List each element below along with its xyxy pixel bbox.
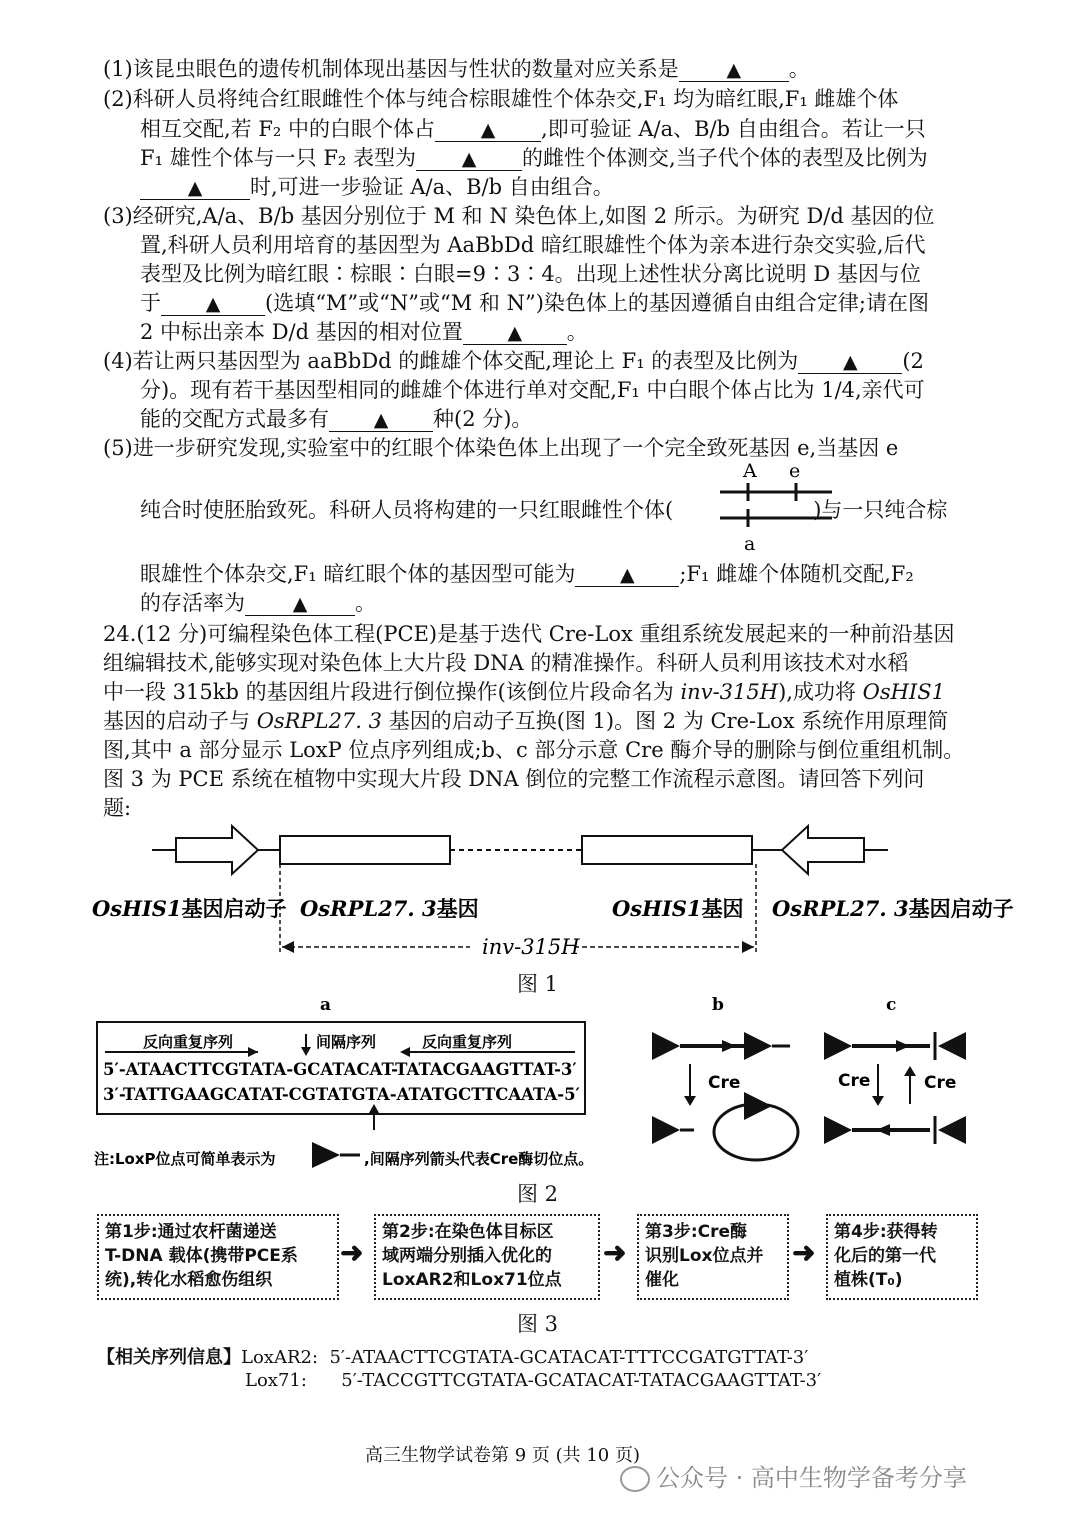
step-line: 第4步:获得转 [834, 1222, 938, 1242]
fig3-caption: 图 3 [517, 1312, 559, 1336]
q23-p3-line1: (3)经研究,A/a、B/b 基因分别位于 M 和 N 染色体上,如图 2 所示。为研究 D/d 基因的位 [103, 204, 935, 228]
b-cre-label: Cre [708, 1073, 741, 1093]
fig1-gene-box-left [280, 836, 450, 864]
b-lox-right-top [744, 1032, 772, 1060]
step-line: 第3步:Cre酶 [645, 1222, 748, 1242]
fig1-label-gene-left: OsRPL27. 3基因 [300, 896, 479, 921]
step-line: 催化 [645, 1270, 679, 1290]
answer-blank[interactable]: ▲ [140, 176, 250, 200]
q24-line1: 24.(12 分)可编程染色体工程(PCE)是基于迭代 Cre-Lox 重组系统发展起来的一种前沿基因 [103, 622, 955, 646]
q23-p3-line5: 2 中标出亲本 D/d 基因的相对位置 ▲ 。 [140, 320, 588, 344]
c-lox-right-bottom [938, 1116, 966, 1144]
c-strand-bottom-arrowhead [876, 1124, 890, 1136]
c-lox-right-top [938, 1032, 966, 1060]
fig2-panel-c [824, 1032, 966, 1144]
fig2-spacer-label: 间隔序列 [316, 1033, 377, 1051]
gene-e-label: e [789, 460, 801, 482]
fig3-arrow-3: ➜ [792, 1236, 816, 1269]
answer-blank[interactable]: ▲ [245, 592, 355, 616]
q23-p1: (1)该昆虫眼色的遗传机制体现出基因与性状的数量对应关系是 ▲ 。 [103, 57, 810, 81]
fig3-arrow-1: ➜ [340, 1236, 364, 1269]
page-footer: 高三生物学试卷第 9 页 (共 10 页) [365, 1445, 641, 1466]
answer-blank[interactable]: ▲ [463, 321, 567, 345]
fig1-label-promoter-left: OsHIS1基因启动子 [92, 896, 287, 921]
answer-blank[interactable]: ▲ [798, 350, 902, 374]
q23-p2-line2: 相互交配,若 F₂ 中的白眼个体占 ▲ ,即可验证 A/a、B/b 自由组合。若让一只 [140, 117, 926, 141]
fig1-span-arrowhead-left [282, 941, 294, 953]
fig1-promoter-right-arrow [782, 826, 864, 874]
q23-p3-line4: 于 ▲ (选填“M”或“N”或“M 和 N”)染色体上的基因遵循自由组合定律;请在图 [140, 291, 929, 315]
gene-A-label: A [743, 460, 757, 482]
q24-line7: 题: [103, 796, 132, 820]
fig1-caption: 图 1 [517, 972, 559, 996]
q24-line4: 基因的启动子与 OsRPL27. 3 基因的启动子互换(图 1)。图 2 为 Cre-Lox 系统作用原理简 [103, 709, 949, 733]
answer-blank[interactable]: ▲ [679, 58, 789, 82]
step-line: 植株(T₀) [834, 1270, 903, 1290]
fig3-step-3 [637, 1214, 789, 1300]
figure-2 [0, 992, 1080, 1182]
fig3-step-1 [97, 1214, 339, 1300]
q24-line6: 图 3 为 PCE 系统在植物中实现大片段 DNA 倒位的完整工作流程示意图。请回答下列问 [103, 767, 925, 791]
fig1-label-promoter-right: OsRPL27. 3基因启动子 [772, 896, 1014, 921]
c-cre-label-left: Cre [838, 1071, 871, 1091]
b-strand-arrowhead [722, 1040, 736, 1052]
q23-p5-line1: (5)进一步研究发现,实验室中的红眼个体染色体上出现了一个完全致死基因 e,当基因 e [103, 436, 899, 460]
step-line: 域两端分别插入优化的 [382, 1246, 552, 1266]
c-cre-down-head [872, 1096, 884, 1106]
fig2-note-a: 注:LoxP位点可简单表示为 [94, 1150, 276, 1168]
b-cre-arrowhead [684, 1096, 696, 1106]
c-strand-top-arrowhead [896, 1040, 910, 1052]
fig3-step-2 [374, 1214, 600, 1300]
fig1-promoter-left-arrow [176, 826, 258, 874]
b-lox-remaining [652, 1116, 680, 1144]
fig1-span-label: inv-315H [482, 935, 580, 959]
fig2-rev-right-label: 反向重复序列 [422, 1033, 513, 1051]
fig2-label-b: b [712, 995, 724, 1015]
loxp-symbol [312, 1142, 360, 1168]
fig1-gene-box-right [582, 836, 752, 864]
q23-p2-line4: ▲ 时,可进一步验证 A/a、B/b 自由组合。 [140, 173, 614, 201]
q23-p2-line1: (2)科研人员将纯合红眼雌性个体与纯合棕眼雄性个体杂交,F₁ 均为暗红眼,F₁ 雌雄个体 [103, 87, 899, 111]
b-circle-lox [744, 1092, 772, 1120]
q24-line3: 中一段 315kb 的基因组片段进行倒位操作(该倒位片段命名为 inv-315H),成功将 OsHIS1 [103, 680, 945, 704]
fig2-note-b: ,间隔序列箭头代表Cre酶切位点。 [364, 1150, 594, 1168]
fig2-panel-b [652, 1032, 798, 1160]
b-lox-left-top [652, 1032, 680, 1060]
fig2-label-a: a [320, 995, 332, 1015]
answer-blank[interactable]: ▲ [416, 147, 522, 171]
step-line: 第2步:在染色体目标区 [382, 1222, 554, 1242]
answer-blank[interactable]: ▲ [329, 408, 433, 432]
fig1-label-gene-right: OsHIS1基因 [612, 896, 744, 921]
step-line: T-DNA 载体(携带PCE系 [105, 1246, 298, 1266]
loxp-symbol-triangle [312, 1142, 340, 1168]
fig2-seq-bottom: 3′-TATTGAAGCATAT-CGTATGTA-ATATGCTTCAATA-5′ [103, 1085, 580, 1104]
q24-line5: 图,其中 a 部分显示 LoxP 位点序列组成;b、c 部分示意 Cre 酶介导的删除与倒位重组机制。 [103, 738, 965, 762]
step-line: 识别Lox位点并 [645, 1246, 764, 1266]
step-line: LoxAR2和Lox71位点 [382, 1270, 562, 1290]
q23-p3-line2: 置,科研人员利用培育的基因型为 AaBbDd 暗红眼雄性个体为亲本进行杂交实验,后代 [140, 233, 926, 257]
chat-icon [620, 1466, 650, 1492]
q23-p4-line3: 能的交配方式最多有 ▲ 种(2 分)。 [140, 407, 533, 431]
fig2-label-c: c [886, 995, 897, 1015]
answer-blank[interactable]: ▲ [435, 118, 541, 142]
q23-p2-line3: F₁ 雄性个体与一只 F₂ 表型为 ▲ 的雌性个体测交,当子代个体的表型及比例为 [140, 146, 928, 170]
fig3-step-4 [826, 1214, 978, 1300]
q23-p5-line2: 纯合时使胚胎致死。科研人员将构建的一只红眼雌性个体( )与一只纯合棕 [140, 498, 948, 522]
fig1-span-arrowhead-right [742, 941, 754, 953]
q23-p4-line1: (4)若让两只基因型为 aaBbDd 的雌雄个体交配,理论上 F₁ 的表型及比例为 ▲ (2 [103, 349, 924, 373]
step-line: 化后的第一代 [834, 1246, 936, 1266]
gene-a-label: a [744, 533, 756, 555]
seq-info-loxar2: 【相关序列信息】LoxAR2: 5′-ATAACTTCGTATA-GCATACAT-TTTCCGATGTTAT-3′ [97, 1347, 809, 1368]
watermark: 公众号 · 高中生物学备考分享 [620, 1458, 967, 1493]
q24-line2: 组编辑技术,能够实现对染色体上大片段 DNA 的精准操作。科研人员利用该技术对水稻 [103, 651, 909, 675]
q23-p5-line3: 眼雄性个体杂交,F₁ 暗红眼个体的基因型可能为 ▲ ;F₁ 雌雄个体随机交配,F₂ [140, 562, 914, 586]
step-line: 第1步:通过农杆菌递送 [105, 1222, 277, 1242]
c-cre-up-head [904, 1066, 916, 1076]
figure-1 [0, 820, 1080, 970]
q23-p3-line3: 表型及比例为暗红眼∶棕眼∶白眼=9∶3∶4。出现上述性状分离比说明 D 基因与位 [140, 262, 921, 286]
fig2-caption: 图 2 [517, 1182, 559, 1206]
seq-info-lox71: Lox71: 5′-TACCGTTCGTATA-GCATACAT-TATACGAAGTTAT-3′ [245, 1370, 822, 1391]
fig2-rev-left-label: 反向重复序列 [143, 1033, 234, 1051]
c-lox-left-bottom [824, 1116, 852, 1144]
c-cre-label-right: Cre [924, 1073, 957, 1093]
fig2-seq-top: 5′-ATAACTTCGTATA-GCATACAT-TATACGAAGTTAT-3′ [103, 1060, 577, 1079]
q23-p4-line2: 分)。现有若干基因型相同的雌雄个体进行单对交配,F₁ 中白眼个体占比为 1/4,亲代可 [140, 378, 925, 402]
fig3-arrow-2: ➜ [603, 1236, 627, 1269]
c-lox-left-top [824, 1032, 852, 1060]
q23-p5-line4: 的存活率为 ▲ 。 [140, 591, 376, 615]
answer-blank[interactable]: ▲ [161, 292, 265, 316]
answer-blank[interactable]: ▲ [575, 563, 679, 587]
step-line: 统),转化水稻愈伤组织 [105, 1270, 273, 1290]
